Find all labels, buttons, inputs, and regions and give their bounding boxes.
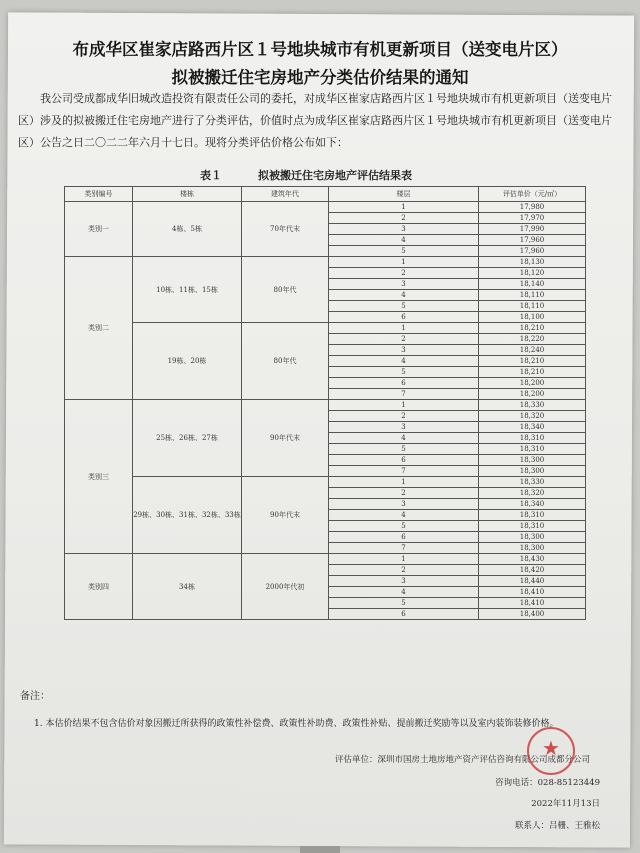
header-category: 类别编号 <box>65 187 133 202</box>
valuation-table <box>64 186 586 620</box>
price-cell: 18,310 <box>479 510 586 521</box>
floor-cell: 4 <box>329 433 479 444</box>
price-cell: 18,430 <box>479 554 586 565</box>
price-cell: 18,420 <box>479 565 586 576</box>
year-cell: 80年代 <box>242 323 329 400</box>
price-cell: 18,120 <box>479 268 586 279</box>
category-cell: 类别三 <box>65 400 133 554</box>
price-cell: 18,440 <box>479 576 586 587</box>
floor-cell: 6 <box>329 378 479 389</box>
floor-cell: 2 <box>329 213 479 224</box>
price-cell: 18,320 <box>479 411 586 422</box>
floor-cell: 2 <box>329 411 479 422</box>
floor-cell: 2 <box>329 268 479 279</box>
note-label: 备注： <box>20 691 50 702</box>
floor-cell: 1 <box>329 257 479 268</box>
year-cell: 90年代末 <box>242 400 329 477</box>
contact-names: 吕栅、王雅松 <box>548 821 600 831</box>
header-building: 楼栋 <box>133 187 242 202</box>
price-cell: 18,320 <box>479 488 586 499</box>
building-cell: 34栋 <box>133 554 242 620</box>
floor-cell: 5 <box>329 246 479 257</box>
floor-cell: 3 <box>329 345 479 356</box>
notice-date: 2022年11月13日 <box>531 799 600 809</box>
table-title: 拟被搬迁住宅房地产评估结果表 <box>258 169 412 182</box>
price-cell: 18,340 <box>479 499 586 510</box>
year-cell: 80年代 <box>242 257 329 323</box>
price-cell: 18,310 <box>479 444 586 455</box>
phone-line <box>300 776 600 788</box>
floor-cell: 5 <box>329 521 479 532</box>
floor-cell: 3 <box>329 499 479 510</box>
header-floor: 楼层 <box>329 187 479 202</box>
contact-line <box>300 819 600 831</box>
building-cell: 10栋、11栋、15栋 <box>133 257 242 323</box>
price-cell: 18,300 <box>479 543 586 554</box>
price-cell: 18,330 <box>479 400 586 411</box>
floor-cell: 4 <box>329 356 479 367</box>
price-cell: 18,310 <box>479 521 586 532</box>
floor-cell: 6 <box>329 532 479 543</box>
notice-title-line1: 布成华区崔家店路西片区１号地块城市有机更新项目（送变电片区） <box>72 40 568 59</box>
floor-cell: 4 <box>329 235 479 246</box>
price-cell: 18,410 <box>479 598 586 609</box>
price-cell: 18,240 <box>479 345 586 356</box>
price-cell: 18,300 <box>479 466 586 477</box>
price-cell: 18,110 <box>479 301 586 312</box>
price-cell: 18,340 <box>479 422 586 433</box>
price-cell: 18,220 <box>479 334 586 345</box>
floor-cell: 2 <box>329 565 479 576</box>
price-cell: 18,400 <box>479 609 586 620</box>
table-row <box>65 554 586 565</box>
price-cell: 18,310 <box>479 433 586 444</box>
floor-cell: 1 <box>329 202 479 213</box>
floor-cell: 5 <box>329 598 479 609</box>
floor-cell: 3 <box>329 279 479 290</box>
contact-label: 联系人： <box>514 821 549 831</box>
note-1: 1. 本估价结果不包含估价对象因搬迁所获得的政策性补偿费、政策性补助费、政策性补贴、提前搬迁奖励等以及室内装饰装修价格。 <box>34 719 559 729</box>
seal-star-icon: ★ <box>542 736 560 760</box>
floor-cell: 6 <box>329 609 479 620</box>
year-cell: 90年代末 <box>242 477 329 554</box>
price-cell: 18,410 <box>479 587 586 598</box>
header-price: 评估单价（元/㎡） <box>479 187 586 202</box>
building-cell: 29栋、30栋、31栋、32栋、33栋 <box>133 477 242 554</box>
building-cell: 25栋、26栋、27栋 <box>133 400 242 477</box>
price-cell: 18,100 <box>479 312 586 323</box>
tape-strip <box>300 846 340 853</box>
appraiser-name: 深圳市国房土地房地产资产评估咨询有限公司成都分公司 <box>377 755 590 765</box>
building-cell: 4栋、5栋 <box>133 202 242 257</box>
price-cell: 18,130 <box>479 257 586 268</box>
floor-cell: 7 <box>329 543 479 554</box>
floor-cell: 2 <box>329 488 479 499</box>
table-body <box>65 202 586 620</box>
floor-cell: 5 <box>329 367 479 378</box>
floor-cell: 4 <box>329 587 479 598</box>
floor-cell: 4 <box>329 290 479 301</box>
price-cell: 18,210 <box>479 323 586 334</box>
floor-cell: 5 <box>329 301 479 312</box>
table-header-row <box>65 187 586 202</box>
appraiser-label: 评估单位： <box>334 755 378 765</box>
floor-cell: 5 <box>329 444 479 455</box>
floor-cell: 7 <box>329 466 479 477</box>
price-cell: 18,110 <box>479 290 586 301</box>
floor-cell: 1 <box>329 554 479 565</box>
company-seal <box>527 727 575 775</box>
floor-cell: 3 <box>329 224 479 235</box>
price-cell: 18,200 <box>479 378 586 389</box>
floor-cell: 4 <box>329 510 479 521</box>
year-cell: 70年代末 <box>242 202 329 257</box>
price-cell: 17,970 <box>479 213 586 224</box>
table-row <box>65 202 586 213</box>
table-row <box>65 323 586 334</box>
notice-title-line2: 拟被搬迁住宅房地产分类估价结果的通知 <box>171 68 469 87</box>
floor-cell: 6 <box>329 455 479 466</box>
price-cell: 18,210 <box>479 367 586 378</box>
table-row <box>65 257 586 268</box>
intro-paragraph: 我公司受成都成华旧城改造投资有限责任公司的委托，对成华区崔家店路西片区１号地块城市有机更新项目（送变电片区）涉及的拟被搬迁住宅房地产进行了分类评估，价值时点为成华区崔家店路西片区１号地块城市有机更新项目（送变电片区）公告之日二〇二二年六月十七日。现将分类评估价格公布如下： <box>18 92 612 149</box>
price-cell: 18,300 <box>479 532 586 543</box>
price-cell: 18,300 <box>479 455 586 466</box>
price-cell: 17,990 <box>479 224 586 235</box>
price-cell: 17,960 <box>479 246 586 257</box>
year-cell: 2000年代初 <box>242 554 329 620</box>
price-cell: 17,960 <box>479 235 586 246</box>
phone-number: 028-85123449 <box>537 778 600 788</box>
price-cell: 18,210 <box>479 356 586 367</box>
floor-cell: 1 <box>329 323 479 334</box>
floor-cell: 2 <box>329 334 479 345</box>
phone-label: 咨询电话： <box>495 778 538 788</box>
price-cell: 17,980 <box>479 202 586 213</box>
floor-cell: 1 <box>329 477 479 488</box>
table-caption <box>200 167 448 183</box>
price-cell: 18,140 <box>479 279 586 290</box>
price-cell: 18,330 <box>479 477 586 488</box>
floor-cell: 3 <box>329 422 479 433</box>
table-row <box>65 477 586 488</box>
floor-cell: 1 <box>329 400 479 411</box>
floor-cell: 3 <box>329 576 479 587</box>
category-cell: 类别一 <box>65 202 133 257</box>
header-year: 建筑年代 <box>242 187 329 202</box>
floor-cell: 7 <box>329 389 479 400</box>
floor-cell: 6 <box>329 312 479 323</box>
category-cell: 类别四 <box>65 554 133 620</box>
price-cell: 18,200 <box>479 389 586 400</box>
building-cell: 19栋、20栋 <box>133 323 242 400</box>
table-number: 表１ <box>200 169 222 182</box>
category-cell: 类别二 <box>65 257 133 400</box>
table-row <box>65 400 586 411</box>
